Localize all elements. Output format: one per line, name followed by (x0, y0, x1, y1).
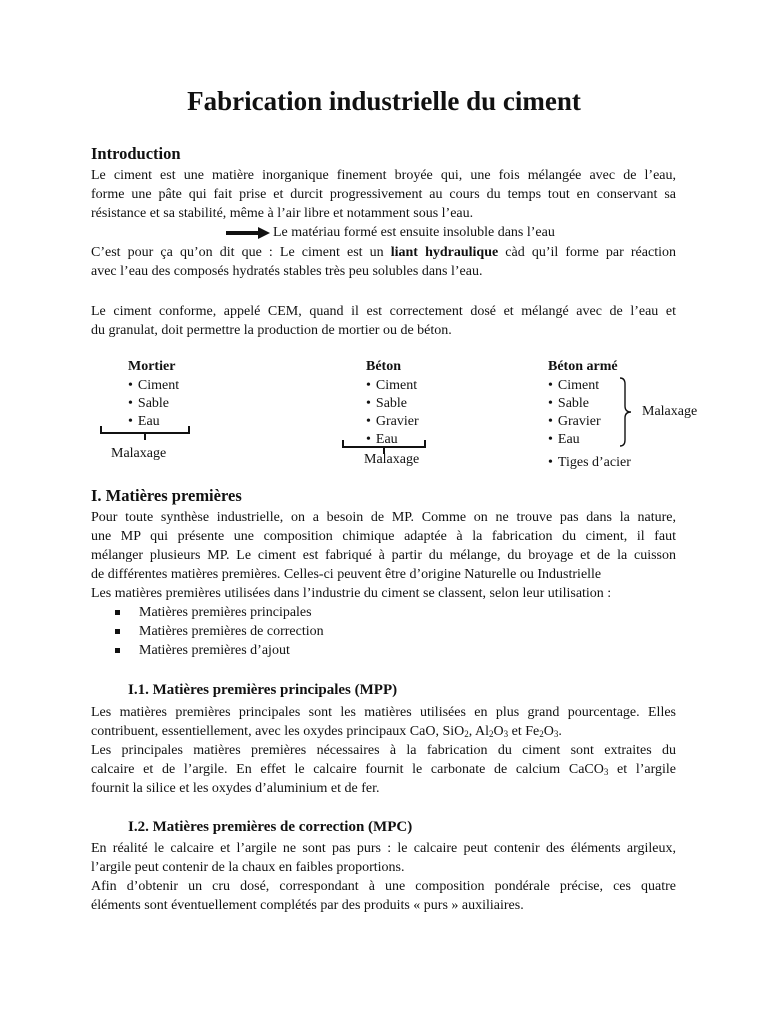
mortier-item: • Sable (128, 395, 179, 413)
formula-part: Fe (525, 724, 540, 739)
beton-arme-brace (618, 376, 634, 448)
list-item (113, 603, 324, 622)
beton-item: • Gravier (366, 413, 419, 431)
fe2o3-formula (525, 724, 558, 739)
formula-subscript: 3 (503, 729, 509, 739)
beton-arme-malaxage-label: Malaxage (642, 404, 698, 419)
intro-paragraph-3 (91, 302, 676, 340)
beton-arme-item: • Ciment (548, 377, 631, 395)
arrow-note-text: Le matériau formé est ensuite insoluble dans l’eau (273, 225, 555, 240)
section-1-1-heading: I.1. Matières premières principales (MPP) (128, 682, 398, 698)
caco3-formula (569, 762, 609, 777)
list-item (113, 641, 324, 660)
section-1-2-paragraph (91, 839, 676, 915)
section-1-line: mélanger plusieurs MP. Le ciment est fabriqué à partir du mélange, du broyage et de la cuisson (91, 548, 676, 563)
mortier-item: • Eau (128, 413, 179, 431)
beton-item: • Sable (366, 395, 419, 413)
section-1-line: de différentes matières premières. Celles-ci peuvent être d’origine Naturelle ou Industrielle (91, 567, 602, 582)
intro-p2-after: càd qu’il forme par réaction (498, 245, 676, 260)
mortier-malaxage-label: Malaxage (111, 446, 167, 461)
section-1-1-paragraph (91, 703, 676, 798)
section-1-2-line: En réalité le calcaire et l’argile ne sont pas purs : le calcaire peut contenir des éléments argileux, (91, 841, 676, 856)
section-1-1-line: Les matières premières principales sont les matières utilisées en plus grand pourcentage. Elles (91, 705, 676, 720)
formula-part: O (543, 724, 554, 739)
right-arrow-icon (226, 227, 270, 239)
chem-line-text: calcaire et de l’argile. En effet le calcaire fournit le carbonate de calcium (91, 762, 561, 777)
section-1-bullet-list (113, 603, 324, 660)
beton-arme-extra-item: • Tiges d’acier (548, 454, 631, 472)
al2o3-formula (475, 724, 508, 739)
formula-subscript: 3 (553, 729, 559, 739)
section-1-1-line: contribuent, essentiellement, avec les oxydes principaux CaO, SiO$_2$, $Al_2O_3$ et $Fe_2O_3$. (91, 724, 562, 739)
intro-p3-line: Le ciment conforme, appelé CEM, quand il est correctement dosé et mélangé avec de l’eau et (91, 304, 676, 319)
beton-arme-item: • Eau (548, 431, 631, 449)
list-item-text: Matières premières de correction (139, 624, 324, 639)
page-title: Fabrication industrielle du ciment (187, 86, 581, 116)
section-1-paragraph (91, 508, 676, 603)
formula-part: Al (474, 724, 489, 739)
mortier-item: • Ciment (128, 377, 179, 395)
square-bullet-icon (115, 648, 120, 653)
intro-p2-line1 (91, 243, 676, 262)
section-1-1-line: fournit la silice et les oxydes d’aluminium et de fer. (91, 781, 380, 796)
section-1-2-line: l’argile peut contenir de la chaux en faibles proportions. (91, 860, 405, 875)
formula-subscript: 2 (488, 729, 494, 739)
section-1-2-line: éléments sont éventuellement complétés par des produits « purs » auxiliaires. (91, 898, 524, 913)
liant-hydraulique-term: liant hydraulique (390, 245, 499, 260)
sio2-formula (442, 724, 468, 739)
intro-p3-line: du granulat, doit permettre la production de mortier ou de béton. (91, 323, 452, 338)
intro-paragraph-2 (91, 243, 676, 281)
intro-heading: Introduction (91, 144, 181, 163)
formula-part: O (493, 724, 504, 739)
intro-paragraph-1 (91, 166, 676, 223)
conjunction: et (511, 724, 522, 739)
beton-arme-item: • Gravier (548, 413, 631, 431)
mortier-column (128, 358, 179, 431)
intro-p2-line2: avec l’eau des composés hydratés stables très peu solubles dans l’eau. (91, 264, 483, 279)
square-bullet-icon (115, 629, 120, 634)
beton-arme-title: Béton armé (548, 359, 618, 374)
beton-arme-item: • Sable (548, 395, 631, 413)
section-1-1-line: Les principales matières premières nécessaires à la fabrication du ciment sont extraites du (91, 743, 676, 758)
formula-part: SiO (442, 724, 465, 739)
list-item (113, 622, 324, 641)
section-1-heading: I. Matières premières (91, 486, 242, 505)
section-1-2-line: Afin d’obtenir un cru dosé, correspondant à une composition pondérale précise, ces quatre (91, 879, 676, 894)
square-bullet-icon (115, 610, 120, 615)
beton-column (366, 358, 419, 449)
section-1-2-heading: I.2. Matières premières de correction (MPC) (128, 819, 413, 835)
formula-subscript: 2 (539, 729, 544, 739)
intro-p2-before: C’est pour ça qu’on dit que : Le ciment est un (91, 245, 391, 260)
mortier-title: Mortier (128, 359, 176, 374)
section-1-line: Pour toute synthèse industrielle, on a besoin de MP. Comme on ne trouve pas dans la nature, (91, 510, 676, 525)
beton-item: • Eau (366, 431, 419, 449)
chem-line-text: contribuent, essentiellement, avec les oxydes principaux CaO, (91, 724, 439, 739)
beton-title: Béton (366, 359, 401, 374)
beton-item: • Ciment (366, 377, 419, 395)
section-1-line: une MP qui présente une composition chimique adaptée à la fabrication du ciment, il faut (91, 529, 676, 544)
intro-p1-line: forme une pâte qui fait prise et durcit progressivement au cours du temps tout en conservant sa (91, 187, 676, 202)
section-1-line: Les matières premières utilisées dans l’industrie du ciment se classent, selon leur utilisation : (91, 586, 612, 601)
list-item-text: Matières premières d’ajout (139, 643, 290, 658)
beton-malaxage-label: Malaxage (364, 452, 420, 467)
list-item-text: Matières premières principales (139, 605, 312, 620)
intro-p1-line: résistance et sa stabilité, même à l’air libre et notamment sous l’eau. (91, 206, 474, 221)
formula-subscript: 3 (603, 767, 609, 777)
chem-line-end: et l’argile (617, 762, 676, 777)
formula-part: CaCO (568, 762, 604, 777)
mortier-brace (99, 424, 191, 442)
arrow-note (226, 223, 555, 242)
section-1-1-line (91, 760, 676, 779)
formula-subscript: 2 (464, 729, 469, 739)
intro-p1-line: Le ciment est une matière inorganique finement broyée qui, une fois mélangée avec de l’eau, (91, 168, 676, 183)
